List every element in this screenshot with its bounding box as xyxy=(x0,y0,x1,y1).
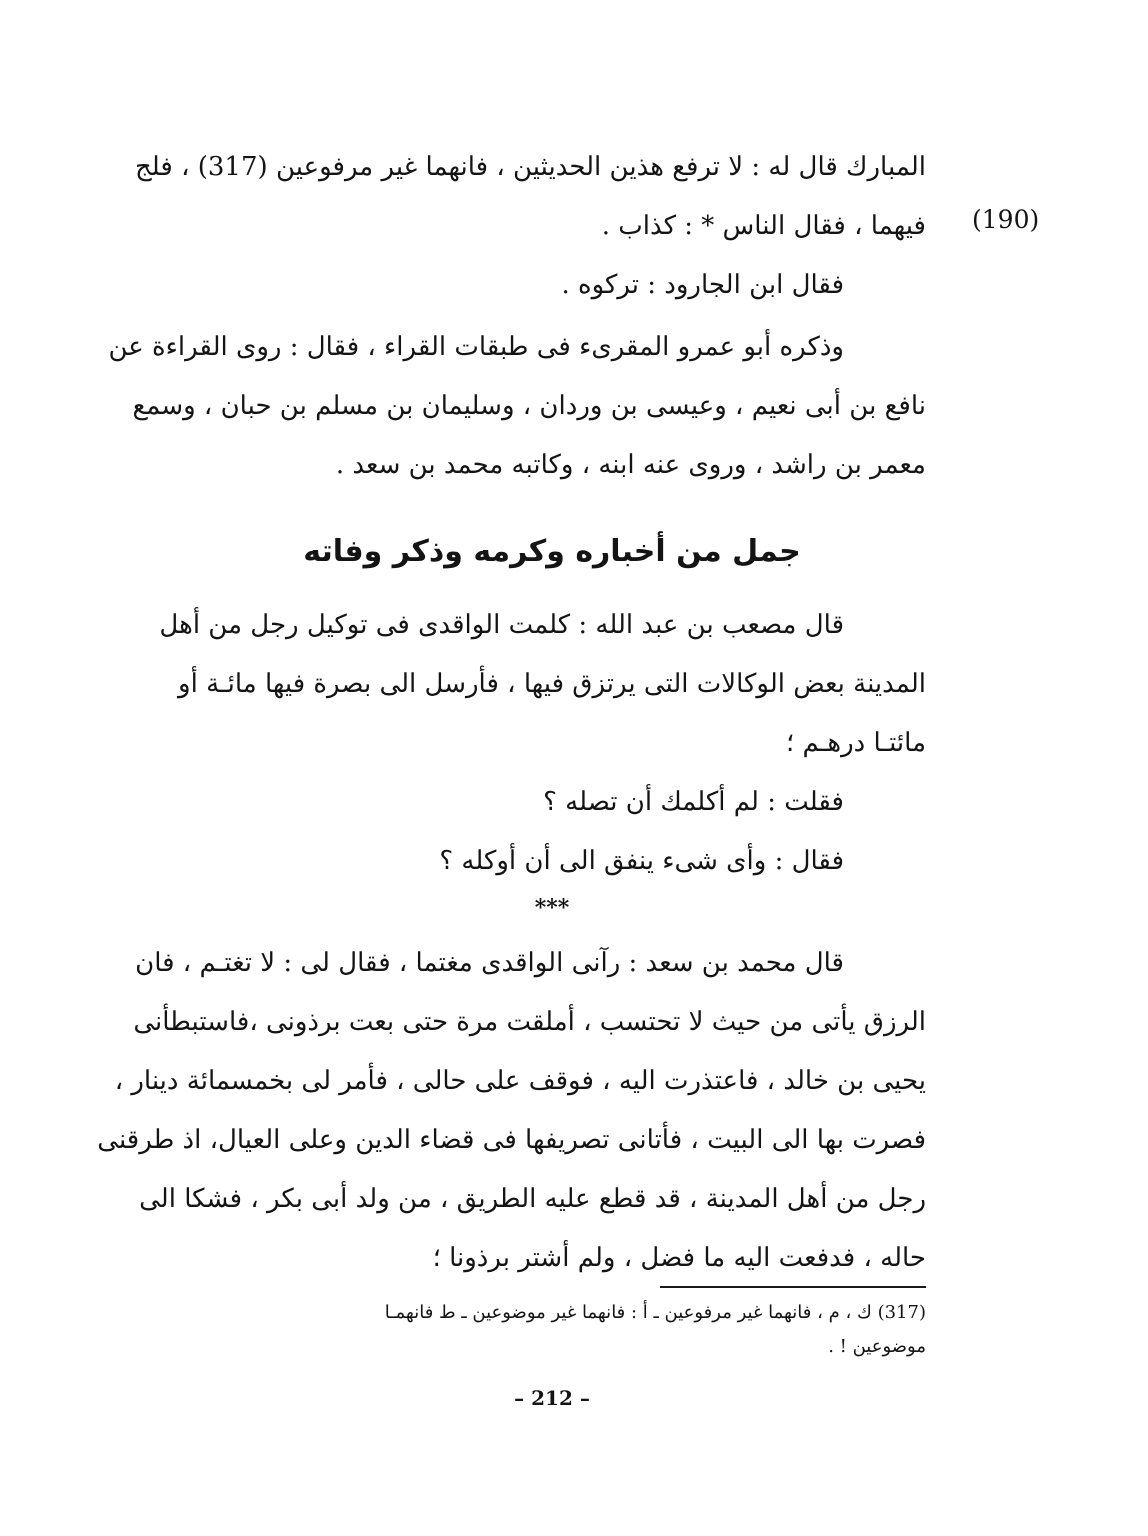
musab-paragraph xyxy=(159,596,926,891)
text-line: فصرت بها الى البيت ، فأتانى تصريفها فى قضاء الدين وعلى العيال، اذ طرقنى xyxy=(97,1125,926,1155)
text-line: رجل من أهل المدينة ، قد قطع عليه الطريق ، من ولد أبى بكر ، فشكا الى xyxy=(139,1184,926,1214)
text-line: المبارك قال له : لا ترفع هذين الحديثين ، فانهما غير مرفوعين (317) ، فلج xyxy=(135,152,926,182)
ibnsad-paragraph xyxy=(97,934,926,1288)
footnotes xyxy=(178,1296,926,1364)
section-heading: جمل من أخباره وكرمه وذكر وفاته xyxy=(303,534,801,569)
footnote-line: موضوعين ! . xyxy=(828,1336,926,1357)
text-line: فيهما ، فقال الناس * : كذاب . xyxy=(601,211,926,241)
footnote-divider xyxy=(660,1286,926,1288)
qurra-paragraph xyxy=(108,318,926,495)
top-paragraph xyxy=(135,138,926,315)
text-line: وذكره أبو عمرو المقرىء فى طبقات القراء ، فقال : روى القراءة عن xyxy=(108,332,844,362)
margin-number: (190) xyxy=(972,205,1040,234)
footnote-line: (317) ك ، م ، فانهما غير مرفوعين ـ أ : فانهما غير موضوعين ـ ط فانهمـا xyxy=(384,1302,926,1323)
text-line: فقال : وأى شىء ينفق الى أن أوكله ؟ xyxy=(439,846,844,876)
text-line: قال مصعب بن عبد الله : كلمت الواقدى فى توكيل رجل من أهل xyxy=(159,610,844,640)
text-line: نافع بن أبى نعيم ، وعيسى بن وردان ، وسليمان بن مسلم بن حبان ، وسمع xyxy=(132,391,926,421)
text-line: المدينة بعض الوكالات التى يرتزق فيها ، فأرسل الى بصرة فيها مائـة أو xyxy=(178,669,926,699)
text-line: الرزق يأتى من حيث لا تحتسب ، أملقت مرة حتى بعت برذونى ،فاستبطأنى xyxy=(133,1007,926,1037)
text-line: مائتـا درهـم ؛ xyxy=(785,728,926,758)
text-line: حاله ، فدفعت اليه ما فضل ، ولم أشتر برذونا ؛ xyxy=(432,1243,926,1273)
section-separator: *** xyxy=(534,895,570,921)
text-line: يحيى بن خالد ، فاعتذرت اليه ، فوقف على حالى ، فأمر لى بخمسمائة دينار ، xyxy=(114,1066,926,1096)
text-line: قال محمد بن سعد : رآنى الواقدى مغتما ، فقال لى : لا تغتـم ، فان xyxy=(135,948,844,978)
page-number: – 212 – xyxy=(514,1386,590,1410)
text-line: معمر بن راشد ، وروى عنه ابنه ، وكاتبه محمد بن سعد . xyxy=(335,450,926,480)
text-line: فقال ابن الجارود : تركوه . xyxy=(561,270,844,300)
text-line: فقلت : لم أكلمك أن تصله ؟ xyxy=(543,787,844,817)
